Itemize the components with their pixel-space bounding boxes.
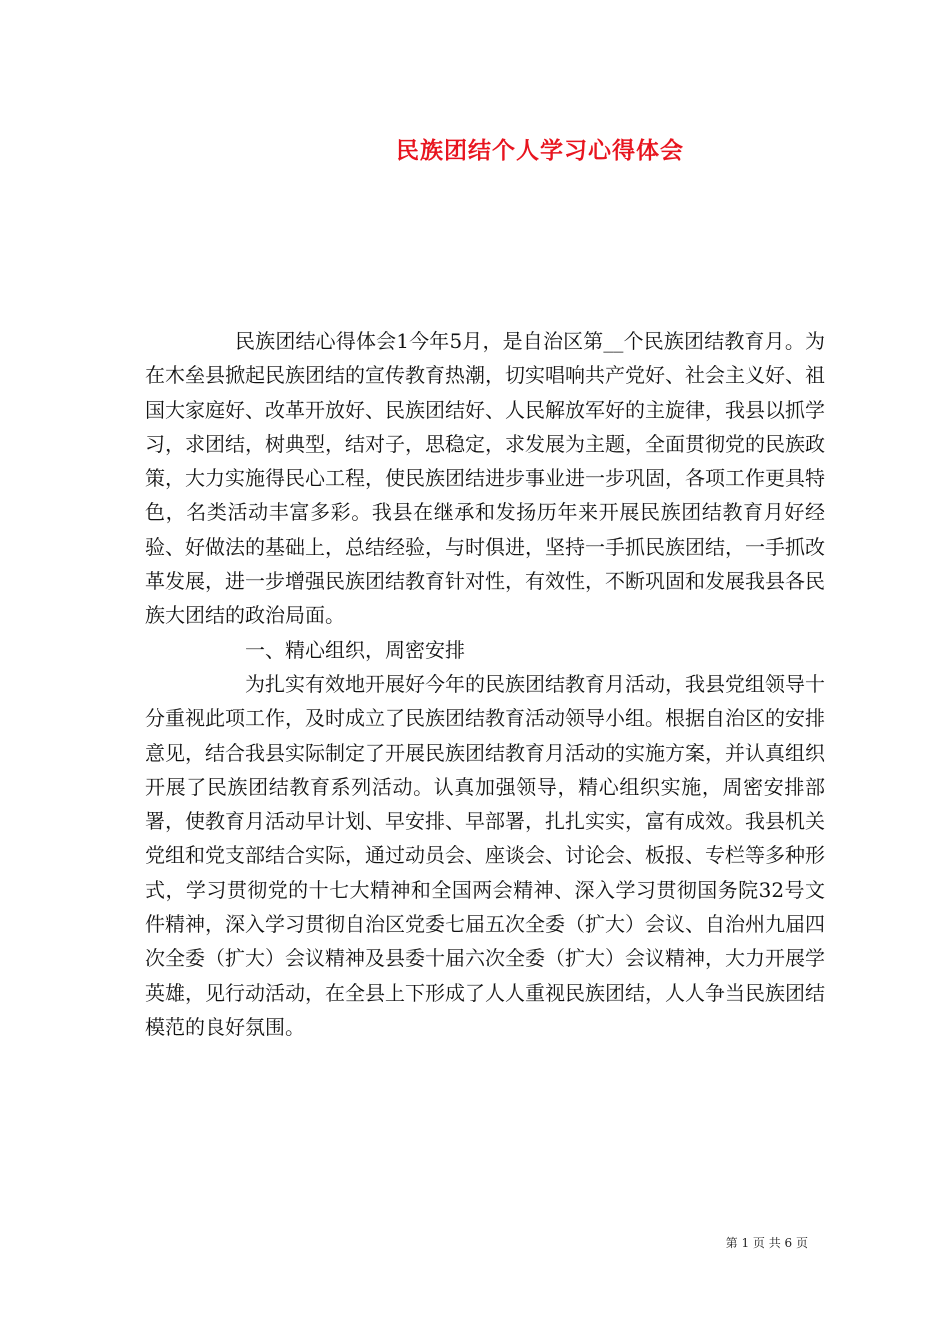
- section-heading: 一、精心组织，周密安排: [245, 637, 465, 662]
- document-body: [145, 324, 825, 1044]
- paragraph-section-one: 为扎实有效地开展好今年的民族团结教育月活动，我县党组领导十分重视此项工作，及时成立了民族团结教育活动领导小组。根据自治区的安排意见，结合我县实际制定了开展民族团结教育月活动的实施方案，并认真组织开展了民族团结教育系列活动。认真加强领导，精心组织实施，周密安排部署，使教育月活动早计划、早安排、早部署，扎扎实实，富有成效。我县机关党组和党支部结合实际，通过动员会、座谈会、讨论会、板报、专栏等多种形式，学习贯彻党的十七大精神和全国两会精神、深入学习贯彻国务院32号文件精神，深入学习贯彻自治区党委七届五次全委（扩大）会议、自治州九届四次全委（扩大）会议精神及县委十届六次全委（扩大）会议精神，大力开展学英雄，见行动活动，在全县上下形成了人人重视民族团结，人人争当民族团结模范的良好氛围。: [145, 671, 825, 1039]
- paragraph-intro: 民族团结心得体会1今年5月，是自治区第__个民族团结教育月。为在木垒县掀起民族团结的宣传教育热潮，切实唱响共产党好、社会主义好、祖国大家庭好、改革开放好、民族团结好、人民解放军好的主旋律，我县以抓学习，求团结，树典型，结对子，思稳定，求发展为主题，全面贯彻党的民族政策，大力实施得民心工程，使民族团结进步事业进一步巩固，各项工作更具特色，名类活动丰富多彩。我县在继承和发扬历年来开展民族团结教育月好经验、好做法的基础上，总结经验，与时俱进，坚持一手抓民族团结，一手抓改革发展，进一步增强民族团结教育针对性，有效性，不断巩固和发展我县各民族大团结的政治局面。: [145, 329, 825, 628]
- page-number: 第 1 页 共 6 页: [725, 1236, 808, 1250]
- document-title: 民族团结个人学习心得体会: [396, 137, 684, 164]
